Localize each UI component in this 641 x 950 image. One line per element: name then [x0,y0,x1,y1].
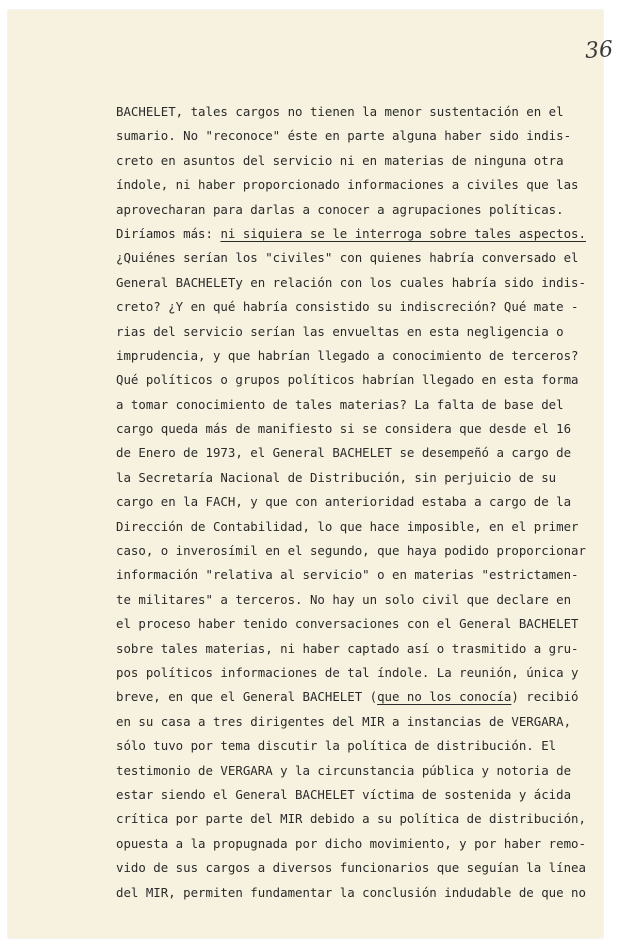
text-segment: de Enero de 1973, el General BACHELET se desempeñó a cargo de [116,445,572,461]
text-segment: Diríamos más: [116,225,221,241]
text-line [116,588,596,612]
text-segment: te militares" a terceros. No hay un solo civil que declare en [116,591,572,607]
text-segment: sumario. No "reconoce" éste en parte alguna haber sido indis- [116,128,572,144]
text-segment: ¿Quiénes serían los "civiles" con quienes habría conversado el [116,250,579,266]
text-line [116,881,596,905]
text-segment: del MIR, permiten fundamentar la conclusión indudable de que no [116,884,586,900]
text-segment: creto en asuntos del servicio ni en materias de ninguna otra [116,152,564,168]
text-line [116,807,596,831]
text-segment: en su casa a tres dirigentes del MIR a instancias de VERGARA, [116,713,572,729]
text-line [116,685,596,709]
document-page [8,10,614,938]
text-line [116,563,596,587]
text-segment: sobre tales materias, ni haber captado así o trasmitido a gru- [116,640,579,656]
text-line [116,759,596,783]
text-segment: General BACHELETy en relación con los cuales habría sido indis- [116,274,586,290]
text-line [116,539,596,563]
text-line [116,222,596,246]
text-line [116,100,596,124]
underlined-phrase: ni siquiera se le interroga sobre tales aspectos. [220,225,586,241]
text-segment: creto? ¿Y en qué habría consistido su indiscreción? Qué mate - [116,299,579,315]
text-segment: Dirección de Contabilidad, lo que hace imposible, en el primer [116,518,579,534]
text-segment: el proceso haber tenido conversaciones con el General BACHELET [116,616,579,632]
text-line [116,344,596,368]
text-segment: vido de sus cargos a diversos funcionarios que seguían la línea [116,860,586,876]
text-segment: testimonio de VERGARA y la circunstancia pública y notoria de [116,762,572,778]
text-segment: opuesta a la propugnada por dicho movimiento, y por haber remo- [116,835,586,851]
text-line [116,661,596,685]
text-segment: imprudencia, y que habrían llegado a conocimiento de terceros? [116,347,579,363]
text-segment: aprovecharan para darlas a conocer a agrupaciones políticas. [116,201,564,217]
text-segment: sólo tuvo por tema discutir la política de distribución. El [116,738,557,754]
text-line [116,417,596,441]
text-segment: caso, o inverosímil en el segundo, que haya podido proporcionar [116,543,586,559]
text-line [116,466,596,490]
text-line [116,637,596,661]
text-segment: información "relativa al servicio" o en materias "estrictamen- [116,567,579,583]
text-line [116,710,596,734]
underlined-phrase: que no los conocía [377,689,512,705]
text-line [116,734,596,758]
body-text [116,100,596,905]
page-number: 36 [584,37,614,64]
text-segment: cargo queda más de manifiesto si se considera que desde el 16 [116,421,572,437]
text-segment: la Secretaría Nacional de Distribución, sin perjuicio de su [116,469,557,485]
text-segment: cargo en la FACH, y que con anterioridad estaba a cargo de la [116,494,572,510]
text-line [116,515,596,539]
text-line [116,783,596,807]
text-line [116,441,596,465]
text-line [116,149,596,173]
text-line [116,124,596,148]
text-line [116,856,596,880]
text-segment: rias del servicio serían las envueltas en esta negligencia o [116,323,564,339]
text-line [116,612,596,636]
text-line [116,198,596,222]
text-segment: a tomar conocimiento de tales materias? La falta de base del [116,396,564,412]
text-line [116,832,596,856]
text-segment: estar siendo el General BACHELET víctima de sostenida y ácida [116,786,572,802]
text-line [116,393,596,417]
text-line [116,490,596,514]
text-segment: ) recibió [511,689,579,705]
text-segment: breve, en que el General BACHELET ( [116,689,378,705]
text-segment: Qué políticos o grupos políticos habrían llegado en esta forma [116,372,579,388]
text-segment: crítica por parte del MIR debido a su política de distribución, [116,811,586,827]
text-segment: pos políticos informaciones de tal índole. La reunión, única y [116,664,579,680]
text-line [116,271,596,295]
text-line [116,368,596,392]
text-line [116,246,596,270]
text-segment: índole, ni haber proporcionado informaciones a civiles que las [116,177,579,193]
text-line [116,173,596,197]
text-line [116,295,596,319]
text-line [116,320,596,344]
text-segment: BACHELET, tales cargos no tienen la menor sustentación en el [116,104,564,119]
